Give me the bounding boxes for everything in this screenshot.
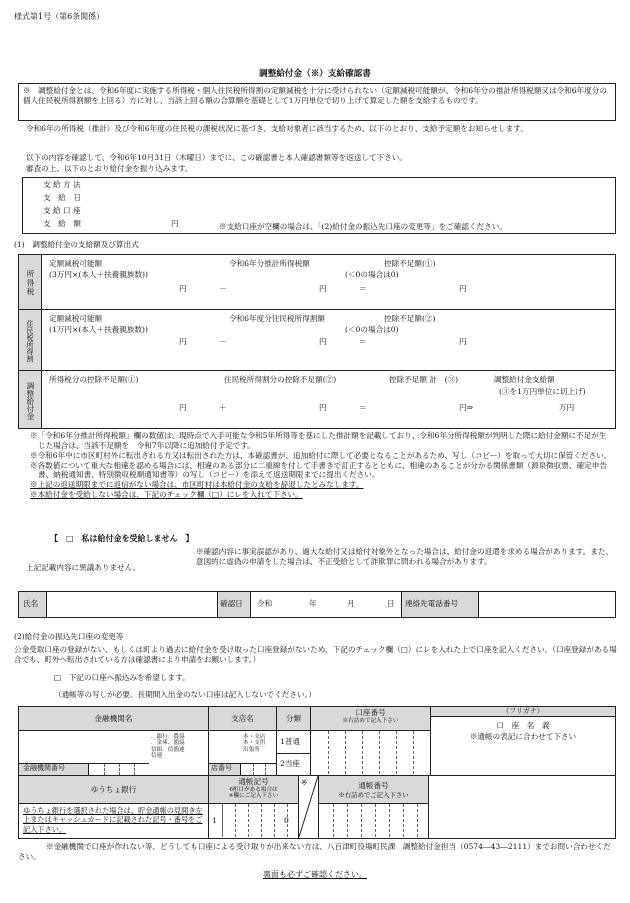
kana-header: （フリガナ）	[431, 707, 615, 717]
row1-estimated-tax-label: 令和6年分推計所得税額	[229, 259, 310, 268]
row2-equals: ＝	[359, 337, 367, 346]
payment-account-label: 支 給 口 座	[43, 206, 81, 215]
row1-shortfall-note: (＜0の場合は0)	[345, 270, 399, 279]
row2-resident-tax-label: 令和6年度分住民税所得割額	[229, 314, 325, 323]
definition-notice-box: ※ 調整給付金とは、令和6年度に実施する所得税・個人住民税所得割の定額減税を十分に受けられない（定額減税可能額が、令和6年分の推計所得税額又は令和6年度分の個人住民税所得割額を上回る）方に対し、当該上回る額の合算額を基礎として1万円単位で切り上げて算定した額を支給するものです。	[18, 83, 616, 121]
row3-man-yen: 万円	[559, 403, 575, 412]
date-label: 確認日	[217, 592, 251, 617]
yucho-header: ゆうちょ銀行	[19, 776, 209, 804]
row1-deduction-label: 定額減税可能額	[49, 259, 103, 268]
false-claim-warning: ※確認内容に事実誤認があり、過大な給付又は給付対象外となった場合は、給付金の返還を求める場合があります。また、意図的に虚偽の申請をした場合は、不正受給として詐欺罪に問われる場合があります。	[196, 547, 614, 566]
row3-benefit-amount-label: 調整給付金支給額	[494, 375, 555, 384]
row-label-income-tax: 所得税	[19, 255, 41, 309]
account-holder-note: ※通帳の表記に合わせて下さい	[469, 732, 577, 741]
bank-account-table	[18, 706, 616, 839]
note-item: ※上記の返送期限までに返信がない場合は、市区町村は本給付金の支給を辞退したとみなします。	[30, 480, 364, 490]
row3-plus: ＋	[219, 403, 227, 412]
passbook-number-field[interactable]	[319, 804, 429, 838]
payment-info-box	[22, 177, 616, 234]
row3-yen-1: 円	[179, 403, 187, 412]
decline-checkbox[interactable]: 【 □ 私は給付金を受給しません 】	[50, 533, 194, 543]
row2-shortfall-label: 控除不足額(②)	[384, 314, 436, 323]
date-month: 月	[347, 599, 355, 608]
row3-benefit-rounding-note: (③を1万円単位に切上げ)	[499, 387, 586, 396]
contact-note: ※金融機関で口座が作れない等、どうしても口座による受け取りが出来ない方は、八百津町役場町民課 調整給付金担当（0574―43―2111）までお問い合わせください。	[18, 842, 611, 861]
row-label-adjustment: 調整給付金	[19, 371, 41, 428]
row3-shortfall-2-label: 住民税所得割分の控除不足額(②)	[224, 375, 337, 384]
payment-date-label: 支 給 日	[43, 193, 81, 202]
branch-code-field[interactable]	[241, 763, 277, 775]
bank-code-label: 金融機関番号	[19, 763, 89, 775]
row3-shortfall-total-label: 控除不足額 計 (③)	[389, 375, 459, 384]
row2-yen-1: 円	[179, 337, 187, 346]
row2-shortfall-note: (＜0の場合は0)	[345, 325, 399, 334]
row2-deduction-label: 定額減税可能額	[49, 314, 103, 323]
note-item: ※「令和6年分推計所得税額」欄の数値は、現時点で入手可能な令和5年所得等を基にした推計額を記載しており、令和6年分所得税額が判明した際に給付金額に不足が生じた場合は、当該不足額を 令和7年以降に追加給付予定です。	[30, 431, 607, 450]
page-title: 調整給付金（※）支給確認書	[259, 69, 371, 79]
transfer-option-checkbox[interactable]: □ 下記の口座へ振込みを希望します。	[54, 673, 190, 682]
row2-deduction-formula: (1万円×(本人＋扶養親族数))	[49, 325, 148, 334]
type-ordinary[interactable]: 1普通	[280, 737, 301, 746]
account-type-header: 分類	[277, 707, 311, 731]
type-current[interactable]: 2当座	[280, 759, 301, 768]
row2-minus: －	[219, 337, 227, 346]
row1-yen-2: 円	[319, 284, 327, 293]
passbook-number-header: 通帳番号 ※右詰めでご記入下さい	[319, 776, 429, 804]
intro-paragraph-3: 審査の上、以下のとおり給付金を振り込みます。	[26, 164, 193, 173]
phone-field[interactable]	[479, 592, 615, 617]
signature-row	[18, 591, 616, 618]
section1-heading: (1) 調整給付金の支給額及び算出式	[14, 240, 139, 249]
payment-account-note: ※支給口座が空欄の場合は、「(2)給付金の振込先口座の変更等」をご確認ください。	[219, 222, 507, 231]
intro-paragraph-1: 令和6年の所得税（推計）及び令和6年度の住民税の課税状況に基づき、支給対象者に該当するため、以下のとおり、支給予定額をお知らせします。	[26, 124, 528, 133]
notes-list	[30, 431, 614, 500]
note-item: ※令和6年中に市区町村外に転出される方又は転出された方は、本確認書が、追加給付に際して必要となることがあるため、写し（コピー）を取って大切に保管ください。	[30, 450, 612, 460]
passbook-symbol-field[interactable]	[209, 804, 299, 838]
passbook-symbol-header: 通帳記号 6桁目がある場合は ※欄にご記入下さい	[209, 776, 299, 804]
payment-amount-label: 支 給 額	[43, 219, 81, 228]
section2-description: 公金受取口座の登録がない、もしくは町より過去に給付金を受け取った口座登録がないため、下記のチェック欄（□）にレを入れた上で口座を記入ください。（口座登録がある場合でも、町外へ転出されている方は確認書により申請をお願いします。）	[14, 645, 617, 664]
form-number: 様式第1号（第6条関係）	[14, 12, 105, 21]
payment-method-label: 支 給 方 法	[43, 180, 81, 189]
yucho-instructions: ゆうちょ銀行を選択された場合は、貯金通帳の見開き左上またはキャッシュカードに記載された記号・番号をご記入下さい。	[19, 804, 209, 838]
account-number-field[interactable]	[311, 731, 431, 775]
account-holder-field[interactable]	[431, 731, 615, 775]
row1-shortfall-label: 控除不足額(①)	[384, 259, 436, 268]
back-side-reminder: 裏面も必ずご確認ください。	[263, 870, 367, 879]
date-year: 年	[309, 599, 317, 608]
account-holder-label: 口 座 名 義	[496, 721, 550, 730]
row1-yen-1: 円	[179, 284, 187, 293]
phone-label: 連絡先電話番号	[401, 592, 479, 617]
name-field[interactable]	[47, 592, 217, 617]
row1-deduction-formula: (3万円×(本人＋扶養親族数))	[49, 270, 148, 279]
row3-yen-2: 円	[319, 403, 327, 412]
date-day: 日	[387, 599, 395, 608]
note-item: ※各数値について重大な相違を認める場合には、相違のある部分に二重線を付して手書きで訂正するとともに、相違のあることが分かる関係書類（源泉徴収票、確定申告書、納税通知書、特別徴収税額通知書等）の写し（コピー）を添えて返送期限までに提出ください。	[30, 460, 607, 480]
account-number-header: 口座番号 ※右詰めで記入下さい	[311, 707, 431, 731]
no-objection-text: 上記記載内容に異議ありません。	[26, 563, 141, 572]
row2-yen-2: 円	[319, 337, 327, 346]
branch-code-label: 店番号	[209, 763, 241, 775]
row-label-resident-tax: 住民税所得割	[19, 310, 41, 370]
bank-name-header: 金融機関名	[19, 707, 209, 731]
bank-type-options: ．銀行．農協 ．金庫．漁協 信組．信漁連 信連	[151, 734, 185, 760]
symbol-last-digit: 0	[284, 816, 289, 825]
payment-amount-yen: 円	[171, 219, 179, 228]
branch-type-options: 本・支店 本・支所 出張所	[243, 734, 266, 753]
passbook-copy-note: （通帳等の写しが必要。長期間入出金のない口座は記入しないでください。）	[54, 690, 316, 699]
row3-yen-arrow: 円⇒	[459, 403, 473, 412]
bank-code-field[interactable]	[89, 763, 149, 775]
note-item: ※本給付金を受給しない場合は、下記のチェック欄（□）にレを入れて下さい。	[30, 490, 303, 500]
row1-equals: ＝	[359, 284, 367, 293]
intro-paragraph-2: 以下の内容を確認して、令和6年10月31日（木曜日）までに、この確認書と本人確認書類等を返送して下さい。	[26, 153, 407, 162]
row1-minus: －	[219, 284, 227, 293]
date-era: 令和	[257, 599, 273, 608]
row3-shortfall-1-label: 所得税分の控除不足額(①)	[49, 375, 139, 384]
name-label: 氏名	[19, 592, 47, 617]
calculation-table	[18, 254, 616, 429]
row1-yen-3: 円	[459, 284, 467, 293]
section2-heading: (2)給付金の振込先口座の変更等	[14, 632, 124, 641]
sixth-digit-marker: ※	[301, 778, 308, 787]
symbol-first-digit: 1	[212, 816, 217, 825]
row2-yen-3: 円	[459, 337, 467, 346]
row3-equals: ＝	[359, 403, 367, 412]
branch-name-header: 支店名	[209, 707, 277, 731]
account-type-field[interactable]	[277, 731, 311, 775]
